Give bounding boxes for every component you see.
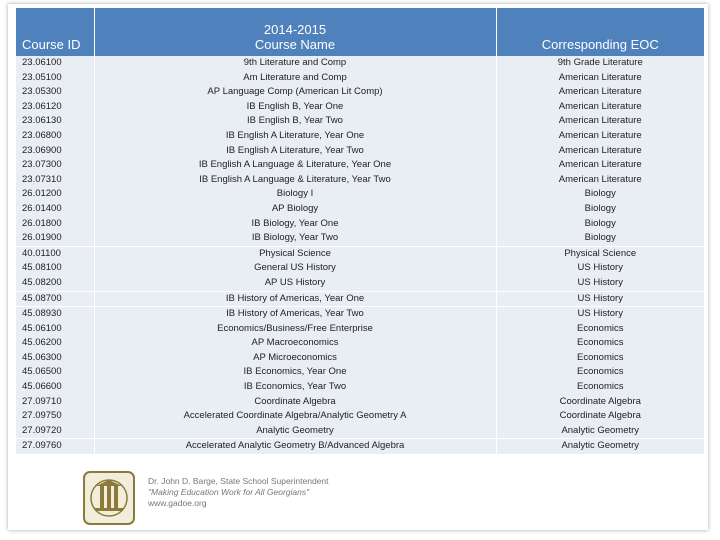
eoc-text: US History [577, 292, 623, 304]
course-id-text: 27.09750 [22, 410, 62, 422]
course-name-text: IB Biology, Year Two [251, 232, 339, 244]
course-id-text: 26.01400 [22, 202, 62, 214]
table-row-group [16, 439, 704, 455]
course-id-text: 23.07310 [22, 173, 62, 185]
eoc-text: US History [577, 262, 623, 274]
course-id-text: 40.01100 [22, 247, 61, 259]
course-name-text: IB English A Language & Literature, Year One [198, 159, 392, 171]
eoc-text: US History [577, 276, 623, 288]
course-id-text: 23.05100 [22, 71, 62, 83]
eoc-cell [496, 307, 704, 439]
table-row-group [16, 56, 704, 246]
course-id-text: 23.06130 [22, 115, 62, 127]
course-name-cell [94, 291, 496, 307]
course-name-text: AP Biology [271, 202, 319, 214]
course-id-text: 45.08700 [22, 292, 62, 304]
table-row-group [16, 291, 704, 307]
course-id-text: 27.09720 [22, 424, 62, 436]
eoc-text: 9th Grade Literature [557, 57, 643, 68]
course-id-text: 23.06100 [22, 57, 62, 68]
eoc-text: Economics [577, 381, 624, 393]
course-eoc-table [16, 8, 704, 455]
course-id-cell [16, 439, 94, 455]
course-name-text: 9th Literature and Comp [243, 57, 347, 68]
course-name-text: AP US History [264, 276, 326, 288]
course-id-text: 26.01200 [22, 188, 62, 200]
course-name-text: Am Literature and Comp [243, 71, 347, 83]
course-id-text: 27.09760 [22, 440, 62, 452]
course-id-text: 45.06600 [22, 381, 62, 393]
course-name-cell [94, 246, 496, 291]
course-id-text: 45.08100 [22, 262, 62, 274]
course-name-text: Economics/Business/Free Enterprise [217, 322, 373, 334]
course-id-text: 45.08930 [22, 308, 62, 320]
course-id-cell [16, 56, 94, 246]
header-eoc: Corresponding EOC [496, 8, 704, 56]
website-link[interactable]: www.gadoe.org [148, 498, 207, 508]
eoc-text: Economics [577, 322, 624, 334]
course-name-text: IB English A Literature, Year One [225, 129, 365, 141]
eoc-text: US History [577, 308, 623, 320]
eoc-text: Coordinate Algebra [559, 410, 641, 422]
table-body [16, 56, 704, 455]
course-id-text: 45.06300 [22, 351, 62, 363]
eoc-text: Economics [577, 337, 624, 349]
course-name-text: IB Economics, Year One [243, 366, 347, 378]
course-name-text: AP Macroeconomics [251, 337, 339, 349]
course-name-text: General US History [254, 262, 336, 274]
course-name-text: IB English B, Year One [246, 100, 344, 112]
course-id-text: 45.06500 [22, 366, 62, 378]
course-name-text: IB English A Literature, Year Two [226, 144, 364, 156]
header-course-id: Course ID [16, 8, 94, 56]
eoc-text: American Literature [558, 173, 642, 185]
eoc-cell [496, 291, 704, 307]
eoc-text: Biology [584, 217, 616, 229]
eoc-text: Biology [584, 188, 616, 200]
eoc-text: American Literature [558, 159, 642, 171]
eoc-cell [496, 246, 704, 291]
course-id-text: 26.01900 [22, 232, 62, 244]
eoc-text: Economics [577, 366, 624, 378]
course-id-text: 26.01800 [22, 217, 62, 229]
course-id-text: 45.06200 [22, 337, 62, 349]
footer-text [148, 476, 408, 509]
course-id-text: 23.06800 [22, 129, 62, 141]
eoc-text: American Literature [558, 86, 642, 98]
course-name-text: Accelerated Analytic Geometry B/Advanced Algebra [185, 440, 405, 452]
course-id-text: 23.06120 [22, 100, 62, 112]
eoc-text: Physical Science [564, 247, 637, 259]
course-name-text: IB History of Americas, Year Two [226, 308, 364, 320]
header-course-name [94, 8, 496, 56]
eoc-text: American Literature [558, 100, 642, 112]
header-course-name-label: Course Name [254, 37, 336, 52]
course-name-text: Physical Science [259, 247, 331, 259]
course-id-cell [16, 307, 94, 439]
table-row-group [16, 246, 704, 291]
motto-line: "Making Education Work for All Georgians" [148, 487, 310, 497]
header-course-name-year: 2014-2015 [263, 22, 327, 37]
course-name-text: Analytic Geometry [256, 424, 334, 436]
course-id-text: 23.06900 [22, 144, 62, 156]
course-id-cell [16, 291, 94, 307]
georgia-doe-seal [80, 470, 138, 526]
course-name-text: AP Language Comp (American Lit Comp) [207, 86, 383, 98]
eoc-text: Biology [584, 202, 616, 214]
eoc-text: Analytic Geometry [561, 440, 640, 452]
eoc-text: American Literature [558, 115, 642, 127]
eoc-text: American Literature [558, 129, 642, 141]
course-name-text: IB English B, Year Two [247, 115, 343, 127]
course-name-text: Coordinate Algebra [254, 395, 336, 407]
course-name-text: IB Economics, Year Two [243, 381, 347, 393]
course-id-text: 27.09710 [22, 395, 62, 407]
course-name-cell [94, 439, 496, 455]
course-name-text: Biology I [276, 188, 314, 200]
eoc-cell [496, 439, 704, 455]
course-id-text: 45.06100 [22, 322, 62, 334]
course-id-cell [16, 246, 94, 291]
eoc-text: Biology [584, 232, 616, 244]
course-name-text: AP Microeconomics [253, 351, 337, 363]
course-id-text: 23.05300 [22, 86, 62, 98]
superintendent-line: Dr. John D. Barge, State School Superintendent [148, 476, 329, 486]
course-name-text: IB History of Americas, Year One [225, 292, 365, 304]
course-id-text: 23.07300 [22, 159, 62, 171]
course-name-text: IB English A Language & Literature, Year Two [199, 173, 391, 185]
eoc-text: Economics [577, 351, 624, 363]
course-id-text: 45.08200 [22, 276, 62, 288]
course-name-cell [94, 56, 496, 246]
eoc-text: American Literature [558, 71, 642, 83]
course-name-text: Accelerated Coordinate Algebra/Analytic Geometry A [183, 410, 407, 422]
eoc-cell [496, 56, 704, 246]
eoc-text: American Literature [558, 144, 642, 156]
eoc-text: Analytic Geometry [561, 424, 640, 436]
course-name-cell [94, 307, 496, 439]
eoc-text: Coordinate Algebra [559, 395, 641, 407]
table-row-group [16, 307, 704, 439]
header-row [16, 8, 704, 56]
course-name-text: IB Biology, Year One [251, 217, 339, 229]
